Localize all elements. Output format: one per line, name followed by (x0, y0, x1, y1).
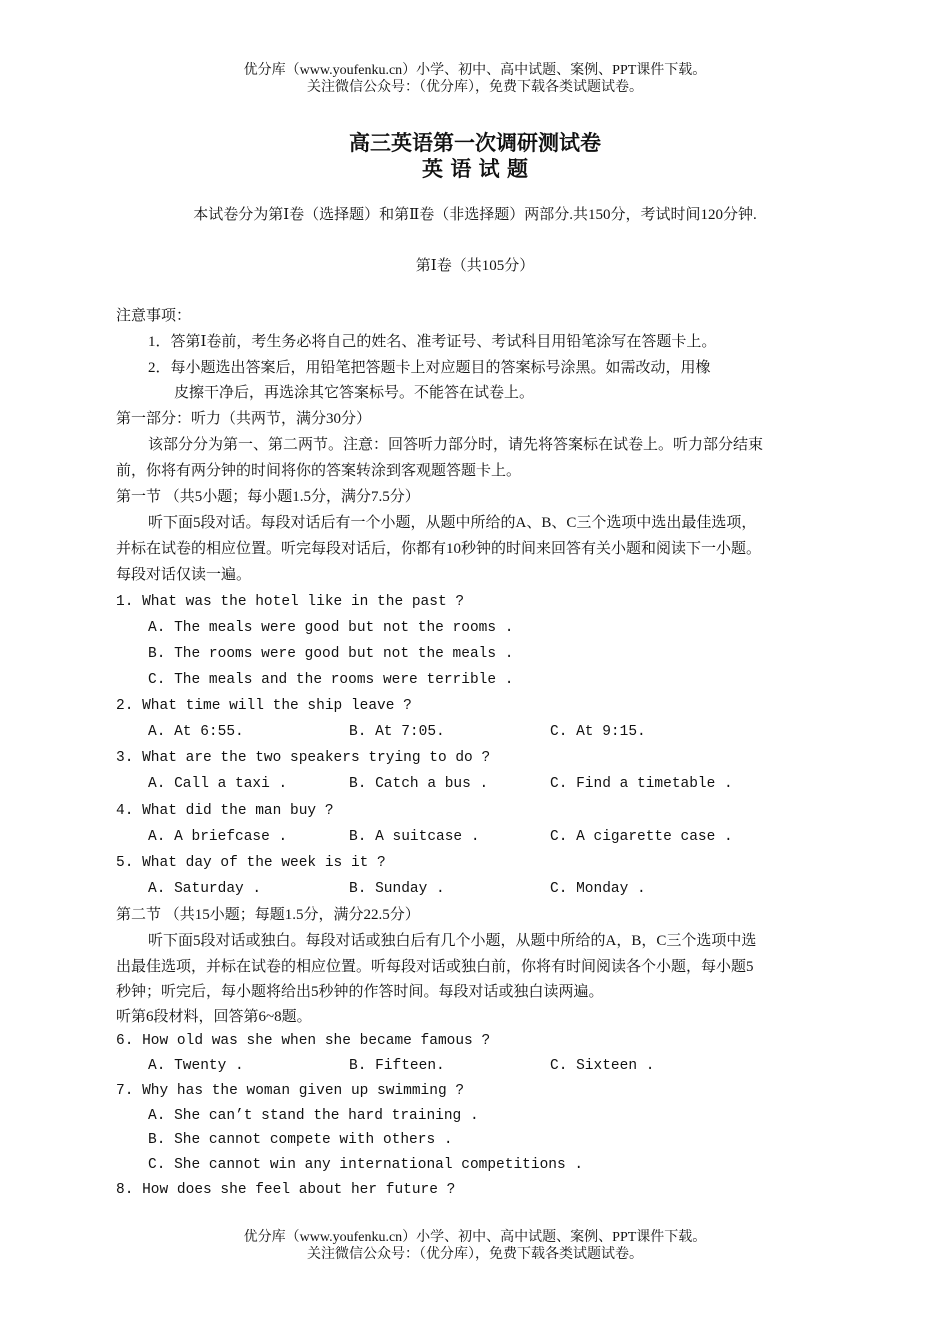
section2-heading: 第二节 （共15小题；每题1.5分，满分22.5分） (116, 907, 420, 923)
notes-item-2b: 皮擦干净后，再选涂其它答案标号。不能答在试卷上。 (174, 385, 535, 401)
question-5-option-b: B. Sunday . (349, 881, 445, 897)
question-7-option-c: C. She cannot win any international competitions . (148, 1157, 584, 1173)
notes-item-2a: 2．每小题选出答案后，用铅笔把答题卡上对应题目的答案标号涂黑。如需改动，用橡 (148, 360, 711, 376)
material-6-instruction: 听第6段材料，回答第6~8题。 (116, 1009, 312, 1025)
notes-item-1: 1．答第Ⅰ卷前，考生务必将自己的姓名、准考证号、考试科目用铅笔涂写在答题卡上。 (148, 334, 717, 350)
exam-intro: 本试卷分为第Ⅰ卷（选择题）和第Ⅱ卷（非选择题）两部分.共150分，考试时间120分钟. (193, 207, 757, 223)
listening-heading: 第一部分：听力（共两节，满分30分） (116, 411, 372, 427)
question-7-option-b: B. She cannot compete with others . (148, 1132, 453, 1148)
question-5-option-a: A. Saturday . (148, 881, 262, 897)
question-3-option-a: A. Call a taxi . (148, 776, 288, 792)
question-3-stem: 3. What are the two speakers trying to do ? (116, 750, 491, 766)
page-subtitle: 英 语 试 题 (422, 157, 528, 181)
section1-desc-2: 并标在试卷的相应位置。听完每段对话后，你都有10秒钟的时间来回答有关小题和阅读下一小题。 (116, 541, 762, 557)
header-line-2: 关注微信公众号：（优分库），免费下载各类试题试卷。 (307, 80, 643, 95)
section2-desc-1: 听下面5段对话或独白。每段对话或独白后有几个小题，从题中所给的A，B，C三个选项中选 (148, 933, 757, 949)
question-2-option-b: B. At 7:05. (349, 724, 445, 740)
question-6-stem: 6. How old was she when she became famous ? (116, 1033, 491, 1049)
notes-heading: 注意事项： (116, 308, 192, 324)
question-3-option-b: B. Catch a bus . (349, 776, 489, 792)
question-2-stem: 2. What time will the ship leave ? (116, 698, 412, 714)
question-5-stem: 5. What day of the week is it ? (116, 855, 386, 871)
question-6-option-a: A. Twenty . (148, 1058, 244, 1074)
question-4-option-b: B. A suitcase . (349, 829, 480, 845)
footer-line-2: 关注微信公众号：（优分库），免费下载各类试题试卷。 (307, 1247, 643, 1262)
page-title: 高三英语第一次调研测试卷 (349, 131, 601, 155)
footer-line-1: 优分库（www.youfenku.cn）小学、初中、高中试题、案例、PPT课件下载。 (243, 1230, 707, 1245)
section2-desc-3: 秒钟；听完后，每小题将给出5秒钟的作答时间。每段对话或独白读两遍。 (116, 984, 604, 1000)
question-6-option-c: C. Sixteen . (550, 1058, 655, 1074)
question-1-option-c: C. The meals and the rooms were terrible . (148, 672, 514, 688)
question-2-option-a: A. At 6:55. (148, 724, 244, 740)
question-5-option-c: C. Monday . (550, 881, 646, 897)
question-1-option-a: A. The meals were good but not the rooms . (148, 620, 514, 636)
question-6-option-b: B. Fifteen. (349, 1058, 445, 1074)
question-4-option-a: A. A briefcase . (148, 829, 288, 845)
question-8-stem: 8. How does she feel about her future ? (116, 1182, 456, 1198)
question-1-option-b: B. The rooms were good but not the meals . (148, 646, 514, 662)
section1-desc-1: 听下面5段对话。每段对话后有一个小题，从题中所给的A、B、C三个选项中选出最佳选项， (148, 515, 757, 531)
section2-desc-2: 出最佳选项，并标在试卷的相应位置。听每段对话或独白前，你将有时间阅读各个小题，每小题5 (116, 959, 754, 975)
section1-heading: 第一节 （共5小题；每小题1.5分，满分7.5分） (116, 489, 420, 505)
question-4-option-c: C. A cigarette case . (550, 829, 733, 845)
listening-desc-2: 前，你将有两分钟的时间将你的答案转涂到客观题答题卡上。 (116, 463, 522, 479)
question-7-stem: 7. Why has the woman given up swimming ? (116, 1083, 465, 1099)
section1-desc-3: 每段对话仅读一遍。 (116, 567, 252, 583)
question-7-option-a: A. She can’t stand the hard training . (148, 1108, 479, 1124)
question-2-option-c: C. At 9:15. (550, 724, 646, 740)
question-4-stem: 4. What did the man buy ? (116, 803, 334, 819)
listening-desc-1: 该部分分为第一、第二两节。注意：回答听力部分时，请先将答案标在试卷上。听力部分结束 (148, 437, 764, 453)
part1-heading: 第Ⅰ卷（共105分） (415, 258, 535, 274)
header-line-1: 优分库（www.youfenku.cn）小学、初中、高中试题、案例、PPT课件下载。 (243, 63, 707, 78)
question-3-option-c: C. Find a timetable . (550, 776, 733, 792)
question-1-stem: 1. What was the hotel like in the past ? (116, 594, 465, 610)
